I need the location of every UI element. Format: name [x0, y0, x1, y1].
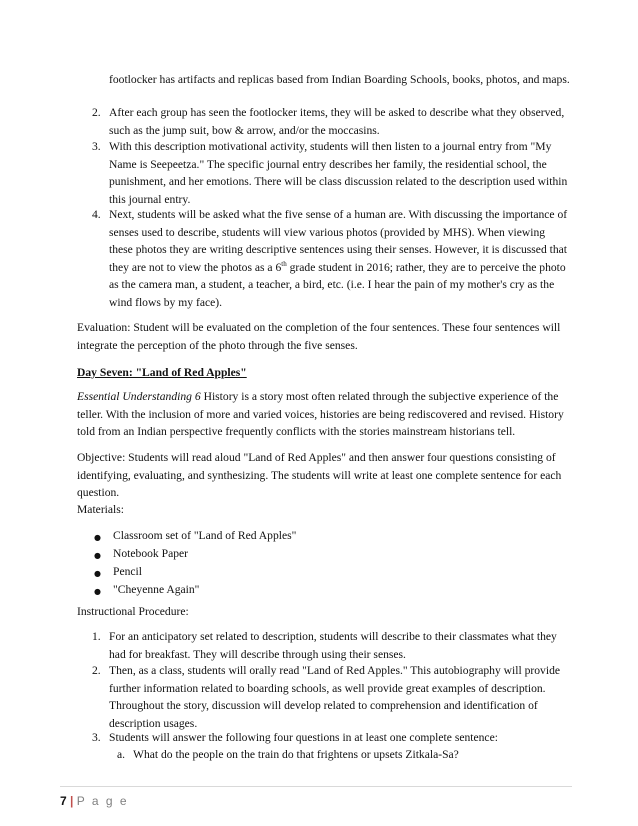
bullet-icon: ● — [94, 569, 101, 578]
evaluation-paragraph: Evaluation: Student will be evaluated on the completion of the four sentences. These four sentences will integrate the perception of the photo through the five senses. — [77, 321, 561, 352]
footer-divider — [60, 786, 572, 787]
list-item: After each group has seen the footlocker items, they will be asked to describe what they observed, such as the jump suit, bow & arrow, and/or the moccasins. — [109, 106, 565, 137]
essential-understanding-label: Essential Understanding 6 — [77, 390, 201, 403]
list-item: Notebook Paper — [113, 547, 189, 560]
list-item: With this description motivational activity, students will then listen to a journal entry from "My Name is Seepeetza." The specific journal entry describes her family, the residential school, the punishment, and her emotions. There will be class discussion related to the description used within this journal entry. — [109, 140, 568, 206]
list-item: Then, as a class, students will orally read "Land of Red Apples." This autobiography will provide further information related to boarding schools, as well provide great examples of description. Throughout the story, discussion will develop related to comprehension and identification of description usages. — [109, 664, 561, 730]
sub-list-letter: a. — [117, 748, 126, 761]
page-footer — [60, 793, 129, 811]
page-number: 7 — [60, 794, 67, 808]
sub-list-item: What do the people on the train do that frightens or upsets Zitkala-Sa? — [133, 748, 459, 761]
list-number: 1. — [92, 630, 101, 643]
list-number: 2. — [92, 664, 101, 677]
materials-label: Materials: — [77, 503, 125, 516]
objective-paragraph: Objective: Students will read aloud "Land of Red Apples" and then answer four questions consisting of identifying, evaluating, and synthesizing. The students will write at least one complete sentence for each question. — [77, 451, 562, 499]
list-item: Classroom set of "Land of Red Apples" — [113, 529, 297, 542]
list-item: For an anticipatory set related to description, students will describe to their classmates what they had for breakfast. They will describe through using their senses. — [109, 630, 557, 661]
list-item: Students will answer the following four questions in at least one complete sentence: — [109, 731, 498, 744]
list-item-continuation: footlocker has artifacts and replicas based from Indian Boarding Schools, books, photos, and maps. — [109, 73, 570, 86]
procedure-label: Instructional Procedure: — [77, 605, 189, 618]
list-number: 2. — [92, 106, 101, 119]
section-title: Day Seven: "Land of Red Apples" — [77, 366, 247, 379]
bullet-icon: ● — [94, 587, 101, 596]
bullet-icon: ● — [94, 551, 101, 560]
bullet-icon: ● — [94, 533, 101, 542]
essential-understanding-paragraph: Essential Understanding 6 History is a story most often related through the subjective experience of the teller. With the inclusion of more and varied voices, histories are being rediscovered and revised. History told from an Indian perspective frequently conflicts with the stories mainstream historians tell. — [77, 390, 564, 438]
list-item: Pencil — [113, 565, 142, 578]
list-item: "Cheyenne Again" — [113, 583, 200, 596]
list-number: 3. — [92, 731, 101, 744]
list-number: 4. — [92, 208, 101, 221]
list-item: Next, students will be asked what the five sense of a human are. With discussing the importance of senses used to describe, students will view various photos (provided by MHS). When viewing these photos they are writing descriptive sentences using their senses. However, it is discussed that they are not to view the photos as a 6th grade student in 2016; rather, they are to perceive the photo as the camera man, a student, a teacher, a bird, etc. (i.e. I hear the pain of my mother's cry as the wind flows by my face). — [109, 208, 568, 309]
footer-separator: | — [70, 794, 74, 808]
list-number: 3. — [92, 140, 101, 153]
page-word: P a g e — [76, 794, 129, 808]
